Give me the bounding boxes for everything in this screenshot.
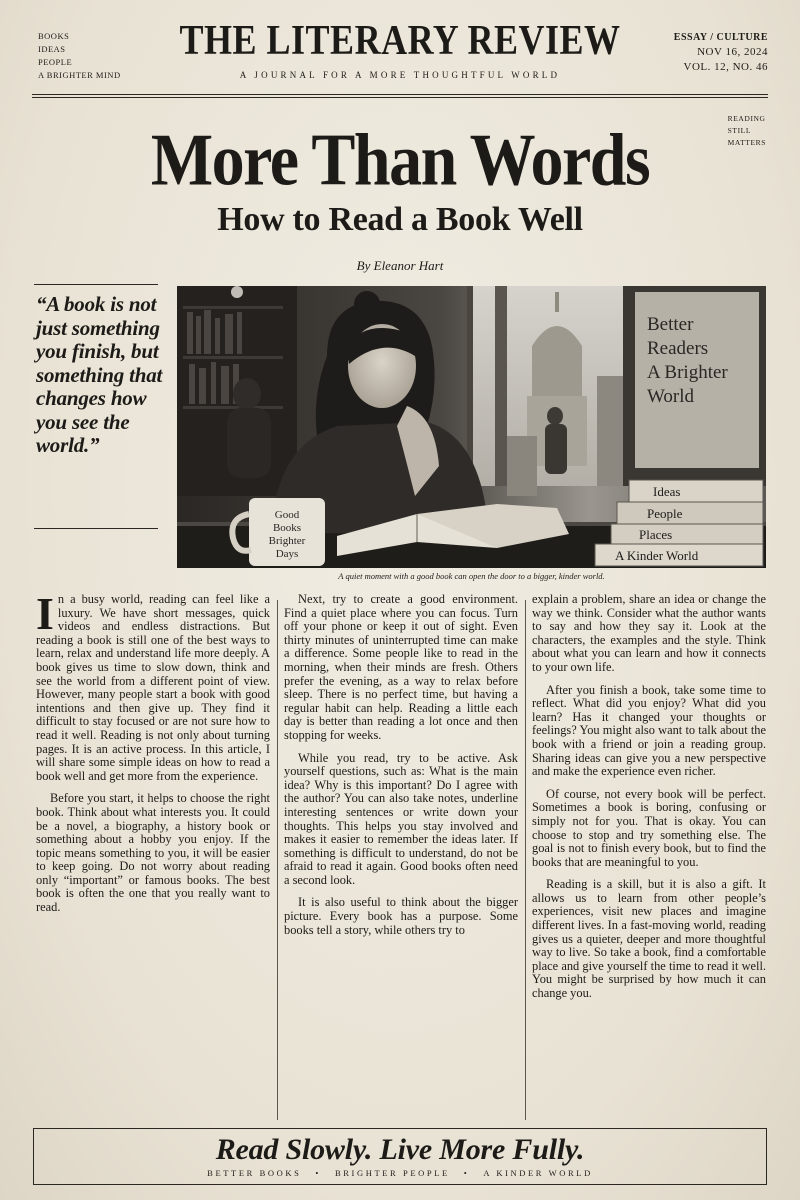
sign-text: Readers xyxy=(647,338,709,359)
publication-title: THE LITERARY REVIEW xyxy=(179,16,621,64)
paragraph: Reading is a skill, but it is also a gift. It allows us to learn from other people’s experiences, visit new places and imagine different lives. In a fast-moving world, reading gives us a quieter, deeper and more thoughtful way to live. So take a book, find a comfortable place and give yourself the time to read it well. You might be surprised by how much it can change you. xyxy=(532,877,766,1001)
quote-rule-top xyxy=(34,284,158,285)
masthead-rule-thin xyxy=(32,97,768,98)
masthead-tag: PEOPLE xyxy=(38,57,73,67)
book-spine: Ideas xyxy=(653,484,681,499)
column-3 xyxy=(532,593,766,1001)
book-spine: People xyxy=(647,506,683,521)
side-note-line: MATTERS xyxy=(727,138,766,147)
paragraph: explain a problem, share an idea or change the way we think. Consider what the author wants to say and how they say it. Look at the characters, the examples and the style. Think about what you can learn and how it connects to your own life. xyxy=(532,592,766,674)
banner-tag: A KINDER WORLD xyxy=(483,1168,593,1178)
side-note-line: READING xyxy=(727,114,766,123)
book-spine: A Kinder World xyxy=(615,548,699,563)
sign-text: A Brighter xyxy=(647,362,728,383)
publication-subtitle: A JOURNAL FOR A MORE THOUGHTFUL WORLD xyxy=(239,70,561,80)
banner-tags xyxy=(34,1168,766,1178)
subheadline: How to Read a Book Well xyxy=(217,201,583,238)
mug-text: Days xyxy=(275,548,299,560)
masthead-tag: A BRIGHTER MIND xyxy=(38,70,121,80)
side-note-line: STILL xyxy=(727,126,752,135)
issue-info xyxy=(674,30,768,75)
masthead xyxy=(160,14,640,80)
column-1 xyxy=(36,588,270,924)
paragraph: While you read, try to be active. Ask yourself questions, such as: What is the main idea? Why is this important? Do I agree with the author? You can also take notes, underline interesting sentences or write down your thoughts. This helps you stay involved and makes it easier to remember the ideas later. If something is difficult to understand, do not be afraid to read it again. Good books often need a second look. xyxy=(284,750,518,887)
quote-rule-bottom xyxy=(34,528,158,529)
paragraph: After you finish a book, take some time to reflect. What did you enjoy? What did you learn? Has it changed your thoughts or feelings? You might also want to talk about the book with a friend or join a reading group. Sharing ideas can give you a new perspective and make the experience even richer. xyxy=(532,682,766,779)
issue-date: NOV 16, 2024 xyxy=(697,46,768,58)
banner-title: Read Slowly. Live More Fully. xyxy=(215,1133,585,1166)
article-body xyxy=(36,588,766,1123)
headline: More Than Words xyxy=(150,119,650,202)
masthead-tag: IDEAS xyxy=(38,44,66,54)
separator-dot: • xyxy=(463,1168,470,1178)
paragraph: Before you start, it helps to choose the right book. Think about what interests you. It could be a novel, a biography, a history book or something about a hobby you enjoy. If the topic means something to you, it will be easier to keep going. Do not worry about reading only “important” or famous books. The best book is often the one that you really want to read. xyxy=(36,791,270,915)
column-divider xyxy=(525,600,526,1120)
section-label: ESSAY / CULTURE xyxy=(673,32,768,43)
bottom-banner xyxy=(33,1128,767,1185)
mug-text: Brighter xyxy=(268,535,306,547)
sign-text: World xyxy=(647,386,695,407)
banner-tag: BETTER BOOKS xyxy=(207,1168,302,1178)
paragraph: Of course, not every book will be perfect. Sometimes a book is boring, confusing or simply not for you. That is okay. You can choose to stop and try something else. The goal is not to finish every book, but to find the books that are meaningful to you. xyxy=(532,786,766,869)
mug-text: Books xyxy=(272,522,302,534)
masthead-rule xyxy=(32,94,768,95)
article-photo xyxy=(177,286,766,568)
pull-quote: “A book is not just something you finish, but something that changes how you see the world.” xyxy=(36,292,163,457)
book-spine: Places xyxy=(639,527,673,542)
paragraph: It is also useful to think about the bigger picture. Every book has a purpose. Some books tell a story, while others try to xyxy=(284,895,518,937)
photo-caption: A quiet moment with a good book can open the door to a bigger, kinder world. xyxy=(338,571,605,581)
masthead-tags xyxy=(38,30,121,82)
separator-dot: • xyxy=(315,1168,321,1178)
drop-cap: I xyxy=(36,588,54,639)
paragraph: n a busy world, reading can feel like a luxury. We have short messages, quick videos and endless distractions. But reading a book is still one of the best ways to learn, relax and understand life more deeply. A book gives us time to slow down, think and see the world from a different point of view. However, many people start a book with good intentions and then give up. They find it difficult to stay focused or are not sure how to read it well. Reading is not only about turning pages. It is an active process. In this article, I will share some simple ideas on how to read a book well and get more from the experience. xyxy=(36,592,270,783)
sign-text: Better xyxy=(647,314,694,335)
issue-volume: VOL. 12, NO. 46 xyxy=(683,61,768,73)
column-divider xyxy=(277,600,278,1120)
column-2 xyxy=(284,593,518,937)
paragraph: Next, try to create a good environment. Find a quiet place where you can focus. Turn off your phone or keep it out of sight. Even thirty minutes of uninterrupted time can make a difference. Some people like to read in the morning, when their minds are fresh. Others prefer the evening, as a way to relax before sleep. There is no perfect time, but having a regular habit can help. Reading a little each day is better than reading a lot once and then stopping for weeks. xyxy=(284,592,518,742)
masthead-tag: BOOKS xyxy=(38,31,70,41)
byline: By Eleanor Hart xyxy=(356,258,444,273)
mug-text: Good xyxy=(274,509,300,521)
banner-tag: BRIGHTER PEOPLE xyxy=(335,1168,450,1178)
